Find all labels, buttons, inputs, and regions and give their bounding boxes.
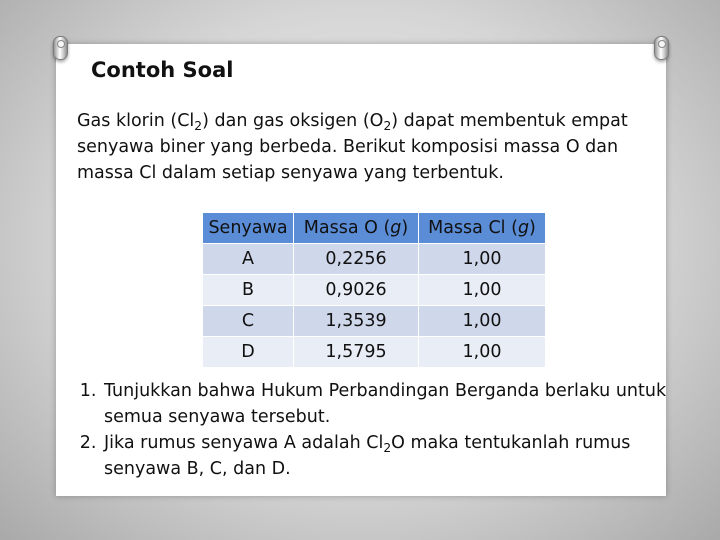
question-item xyxy=(102,430,682,482)
cell-compound: C xyxy=(203,306,294,337)
question-item: 1. Tunjukkan bahwa Hukum Perbandingan Berganda berlaku untuk semua senyawa tersebut. xyxy=(102,378,682,430)
cell-mass-o: 0,2256 xyxy=(294,244,419,275)
unit-text: g xyxy=(517,218,530,238)
cell-mass-cl: 1,00 xyxy=(419,275,546,306)
cell-mass-o: 1,5795 xyxy=(294,337,419,368)
table-row xyxy=(203,306,545,337)
table-row xyxy=(203,244,545,275)
cell-compound: A xyxy=(203,244,294,275)
cell-mass-o: 0,9026 xyxy=(294,275,419,306)
question-text: O maka tentukanlah rumus senyawa B, C, dan D. xyxy=(104,433,631,479)
table-row xyxy=(203,337,545,368)
intro-text: ) dapat membentuk empat senyawa biner yang berbeda. Berikut komposisi massa O dan massa Cl dalam setiap senyawa yang terbentuk. xyxy=(77,111,628,183)
cell-mass-o: 1,3539 xyxy=(294,306,419,337)
pin-icon xyxy=(654,36,669,60)
pin-icon xyxy=(53,36,68,60)
cell-mass-cl: 1,00 xyxy=(419,244,546,275)
unit-text: g xyxy=(390,218,402,238)
subscript: 2 xyxy=(383,119,392,133)
header-text: Massa O ( xyxy=(303,218,391,238)
composition-table xyxy=(203,213,545,367)
header-compound: Senyawa xyxy=(203,213,294,244)
page-title: Contoh Soal xyxy=(91,58,234,82)
table-row xyxy=(203,275,545,306)
cell-mass-cl: 1,00 xyxy=(419,306,546,337)
cell-compound: B xyxy=(203,275,294,306)
question-text: Jika rumus senyawa A adalah Cl xyxy=(104,433,384,453)
question-list xyxy=(78,378,682,482)
header-text: ) xyxy=(401,218,409,238)
header-text: Massa Cl ( xyxy=(428,218,518,238)
cell-mass-cl: 1,00 xyxy=(419,337,546,368)
subscript: 2 xyxy=(383,441,392,455)
header-mass-o xyxy=(294,213,419,244)
intro-paragraph xyxy=(77,108,647,186)
intro-text: Gas klorin (Cl xyxy=(77,111,195,131)
header-mass-cl xyxy=(419,213,546,244)
header-text: ) xyxy=(529,218,536,238)
cell-compound: D xyxy=(203,337,294,368)
table-header-row xyxy=(203,213,545,244)
subscript: 2 xyxy=(194,119,203,133)
intro-text: ) dan gas oksigen (O xyxy=(202,111,384,131)
